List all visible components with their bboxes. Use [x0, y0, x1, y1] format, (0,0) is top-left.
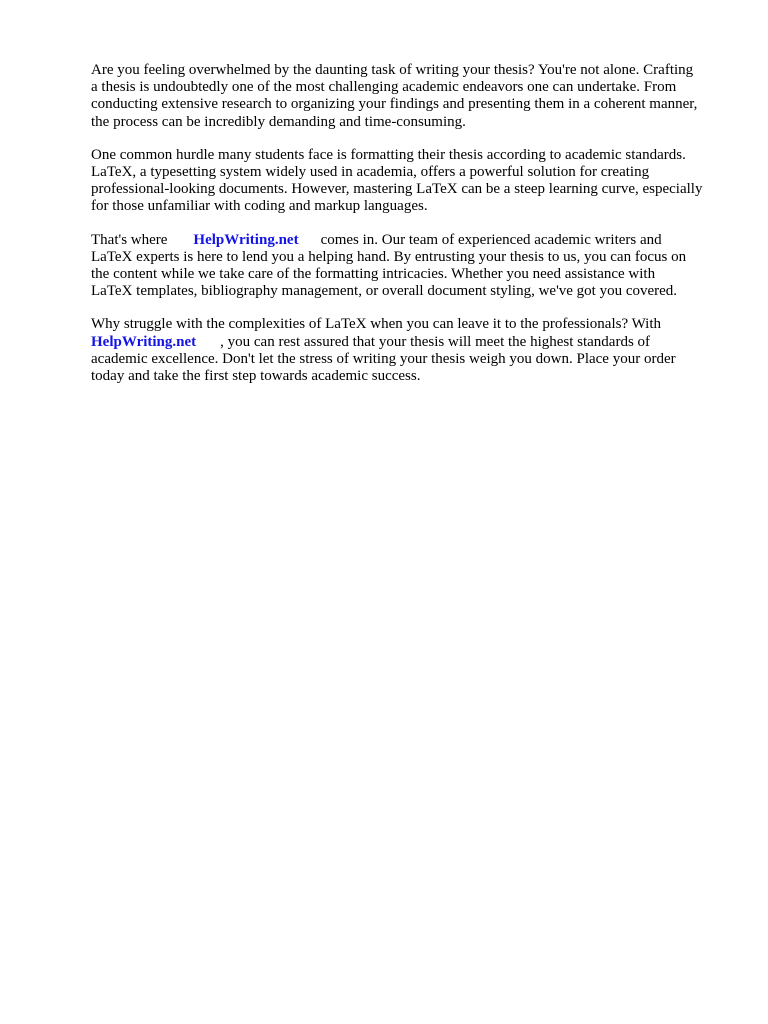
text-line	[91, 232, 731, 249]
text-fragment: , you can rest assured that your thesis will meet the highest standards of	[220, 333, 651, 350]
helpwriting-link[interactable]: HelpWriting.net	[91, 333, 197, 350]
text-line	[91, 334, 731, 351]
text-line: Why struggle with the complexities of LaTeX when you can leave it to the professionals? With	[91, 316, 661, 333]
text-line: a thesis is undoubtedly one of the most challenging academic endeavors one can undertake. From	[91, 79, 677, 96]
text-line: LaTeX, a typesetting system widely used in academia, offers a powerful solution for creating	[91, 164, 650, 181]
text-line: academic excellence. Don't let the stress of writing your thesis weigh you down. Place your order	[91, 350, 676, 367]
text-line: LaTeX experts is here to lend you a helping hand. By entrusting your thesis to us, you can focus on	[91, 248, 687, 265]
text-fragment: That's where	[91, 231, 168, 248]
text-line: One common hurdle many students face is formatting their thesis according to academic standards.	[91, 146, 686, 163]
text-line: the process can be incredibly demanding and time-consuming.	[91, 113, 466, 130]
text-line: today and take the first step towards academic success.	[91, 368, 421, 385]
helpwriting-link[interactable]: HelpWriting.net	[193, 231, 299, 248]
paragraph-latex	[91, 147, 731, 216]
text-line: Are you feeling overwhelmed by the daunting task of writing your thesis? You're not alone. Crafting	[91, 62, 694, 78]
paragraph-service	[91, 232, 731, 301]
paragraph-intro	[91, 62, 731, 131]
text-fragment: comes in. Our team of experienced academic writers and	[320, 231, 662, 248]
text-line: the content while we take care of the formatting intricacies. Whether you need assistance with	[91, 266, 656, 283]
paragraph-closing	[91, 316, 731, 385]
text-line: conducting extensive research to organizing your findings and presenting them in a coherent manner,	[91, 96, 698, 113]
document-page	[91, 62, 731, 401]
text-line: professional-looking documents. However, mastering LaTeX can be a steep learning curve, especially	[91, 181, 703, 198]
text-line: LaTeX templates, bibliography management, or overall document styling, we've got you covered.	[91, 283, 678, 300]
text-line: for those unfamiliar with coding and markup languages.	[91, 198, 428, 215]
